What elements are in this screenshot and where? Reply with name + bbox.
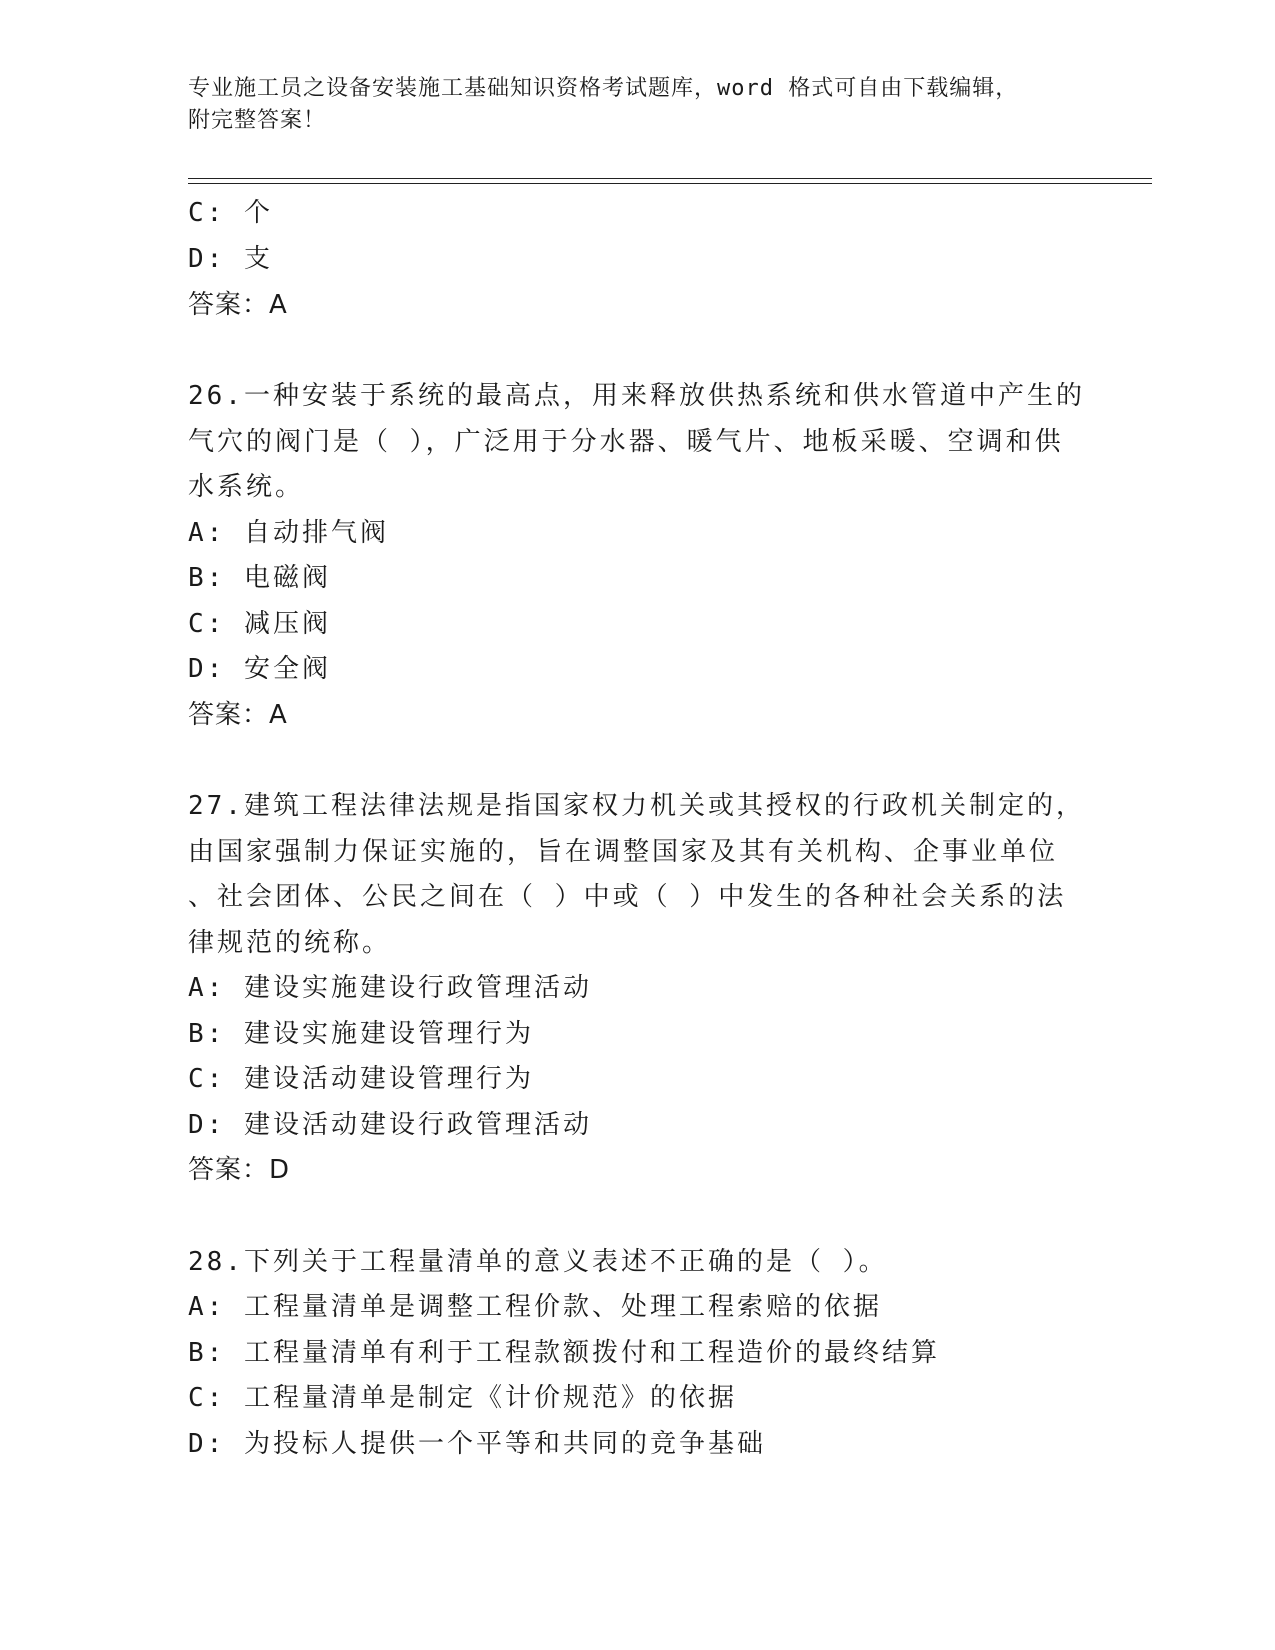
header-line-2: 附完整答案！ [188,108,327,133]
option-c: C: 个 [188,198,273,228]
question-stem-line: 气穴的阀门是（ ），广泛用于分水器、暖气片、地板采暖、空调和供 [188,426,1064,457]
question-stem-line: 27.建筑工程法律法规是指国家权力机关或其授权的行政机关制定的， [188,791,1085,821]
answer-line: 答案：A [188,290,288,320]
answer-line: 答案：D [188,1155,291,1185]
question-stem-line: 、社会团体、公民之间在（ ）中或（ ）中发生的各种社会关系的法 [188,882,1067,912]
question-stem-line: 由国家强制力保证实施的，旨在调整国家及其有关机构、企事业单位 [188,836,1059,867]
question-stem-line: 律规范的统称。 [188,927,392,958]
option-d: D: 为投标人提供一个平等和共同的竞争基础 [188,1428,766,1459]
option-a: A: 工程量清单是调整工程价款、处理工程索赔的依据 [188,1292,882,1322]
option-d: D: 支 [188,244,273,274]
option-c: C: 工程量清单是制定《计价规范》的依据 [188,1383,737,1413]
option-a: A: 建设实施建设行政管理活动 [188,973,592,1003]
option-a: A: 自动排气阀 [188,517,389,548]
answer-line: 答案：A [188,699,288,730]
option-b: B: 建设实施建设管理行为 [188,1018,534,1049]
header-rule-bottom [188,183,1152,184]
option-d: D: 安全阀 [188,654,331,684]
document-body [188,190,1088,1467]
spacer [188,1194,1088,1240]
spacer [188,738,1088,784]
option-d: D: 建设活动建设行政管理活动 [188,1109,592,1140]
prev-question-block [188,190,1088,328]
question-28 [188,1240,1088,1468]
option-c: C: 减压阀 [188,608,331,639]
header-rule-top [188,178,1152,179]
question-stem-line: 水系统。 [188,472,305,502]
header-line-1: 专业施工员之设备安装施工基础知识资格考试题库，word 格式可自由下载编辑， [188,76,1019,101]
question-26 [188,374,1088,738]
document-header [188,73,1088,137]
option-c: C: 建设活动建设管理行为 [188,1064,534,1094]
spacer [188,328,1088,374]
option-b: B: 工程量清单有利于工程款额拨付和工程造价的最终结算 [188,1337,940,1368]
question-stem-line: 28.下列关于工程量清单的意义表述不正确的是（ ）。 [188,1246,888,1277]
question-27 [188,784,1088,1194]
option-b: B: 电磁阀 [188,563,331,593]
question-stem-line: 26.一种安装于系统的最高点，用来释放供热系统和供水管道中产生的 [188,381,1085,411]
